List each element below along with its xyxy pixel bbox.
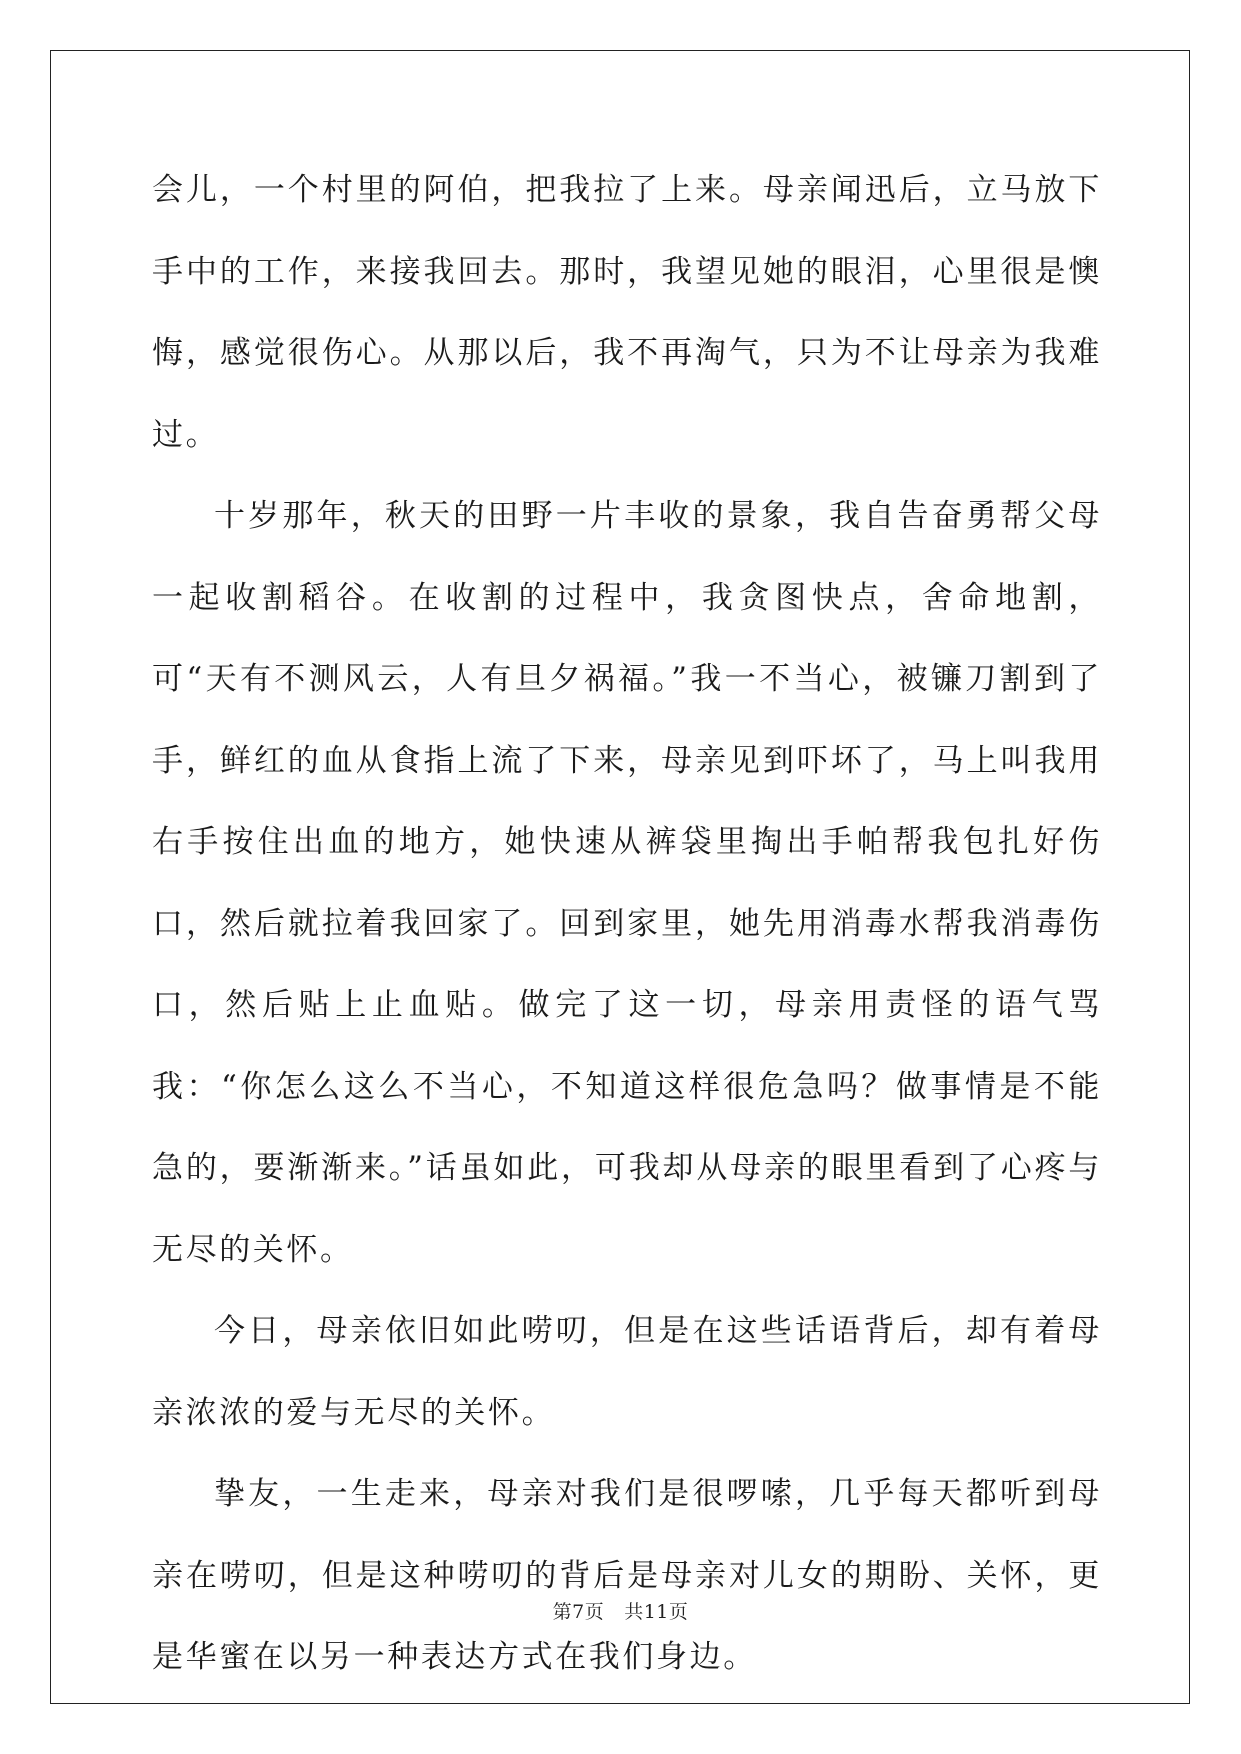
paragraph-1: 会儿，一个村里的阿伯，把我拉了上来。母亲闻迅后，立马放下手中的工作，来接我回去。那时，我望见她的眼泪，心里很是懊悔，感觉很伤心。从那以后，我不再淘气，只为不让母亲为我难过。: [152, 172, 1102, 453]
paragraph-2: 十岁那年，秋天的田野一片丰收的景象，我自告奋勇帮父母一起收割稻谷。在收割的过程中，我贪图快点，舍命地割，可“天有不测风云，人有旦夕祸福。”我一不当心，被镰刀割到了手，鲜红的血从食指上流了下来，母亲见到吓坏了，马上叫我用右手按住出血的地方，她快速从裤袋里掏出手帕帮我包扎好伤口，然后就拉着我回家了。回到家里，她先用消毒水帮我消毒伤口，然后贴上止血贴。做完了这一切，母亲用责怪的语气骂我：“你怎么这么不当心，不知道这样很危急吗？做事情是不能急的，要渐渐来。”话虽如此，可我却从母亲的眼里看到了心疼与无尽的关怀。: [152, 498, 1102, 1268]
page-footer: [0, 1597, 1241, 1624]
total-pages: 共11页: [624, 1601, 689, 1623]
page-number: 第7页: [552, 1601, 605, 1623]
document-body: [152, 150, 1102, 1699]
paragraph-4: 挚友，一生走来，母亲对我们是很啰嗦，几乎每天都听到母亲在唠叨，但是这种唠叨的背后是母亲对儿女的期盼、关怀，更是华蜜在以另一种表达方式在我们身边。: [152, 1476, 1102, 1675]
paragraph-3: 今日，母亲依旧如此唠叨，但是在这些话语背后，却有着母亲浓浓的爱与无尽的关怀。: [152, 1313, 1102, 1431]
